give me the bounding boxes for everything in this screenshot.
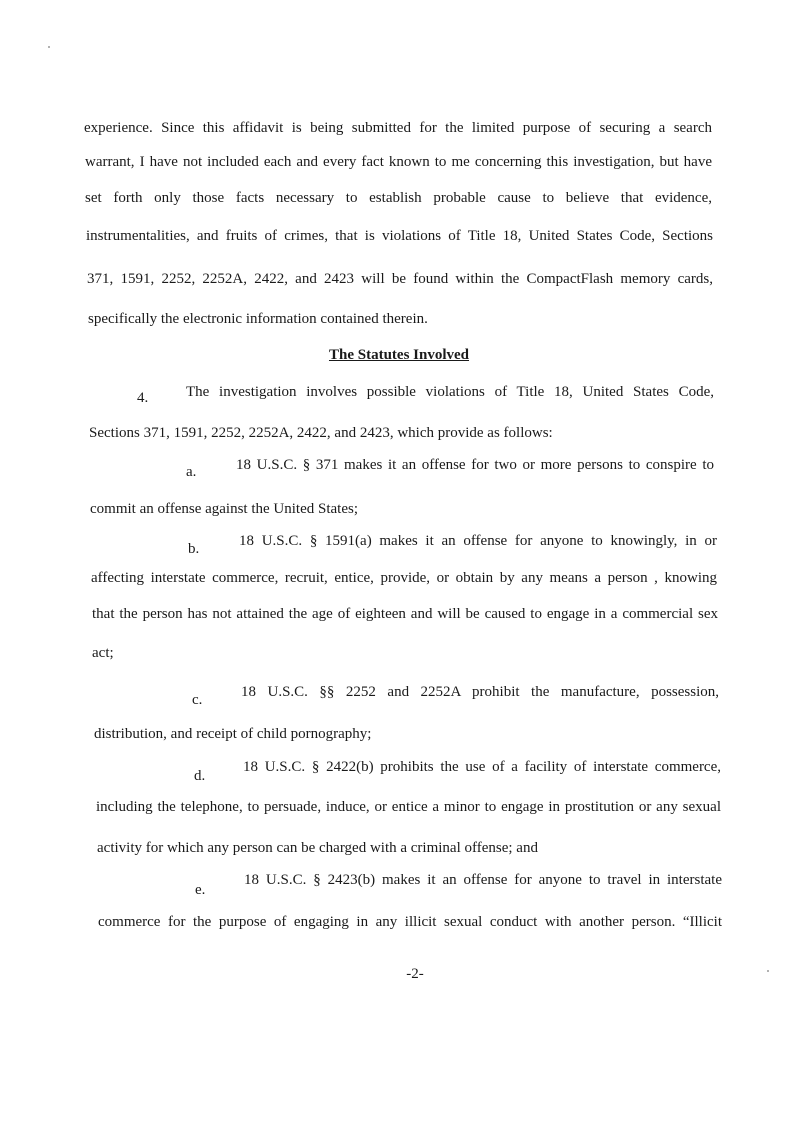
item-letter: a. — [186, 464, 197, 480]
intro-line: instrumentalities, and fruits of crimes, that is violations of Title 18, United States Code, Sections — [86, 228, 713, 244]
item-line: 18 U.S.C. § 371 makes it an offense for two or more persons to conspire to — [236, 457, 714, 473]
item-line: that the person has not attained the age of eighteen and will be caused to engage in a commercial sex — [92, 606, 718, 622]
paragraph-number: 4. — [137, 390, 149, 406]
item-line: activity for which any person can be charged with a criminal offense; and — [97, 840, 538, 856]
item-line: including the telephone, to persuade, induce, or entice a minor to engage in prostitution or any sexual — [96, 799, 721, 815]
item-letter: b. — [188, 541, 200, 557]
item-line: 18 U.S.C. § 1591(a) makes it an offense for anyone to knowingly, in or — [239, 533, 717, 549]
item-line: distribution, and receipt of child pornography; — [94, 726, 372, 742]
item-letter: e. — [195, 882, 206, 898]
item-letter: c. — [192, 692, 203, 708]
item-line: commit an offense against the United States; — [90, 501, 358, 517]
paragraph-line: Sections 371, 1591, 2252, 2252A, 2422, and 2423, which provide as follows: — [89, 425, 553, 441]
intro-line: warrant, I have not included each and every fact known to me concerning this investigation, but have — [85, 154, 712, 170]
item-line: affecting interstate commerce, recruit, entice, provide, or obtain by any means a person , knowing — [91, 570, 717, 586]
scan-speck — [48, 46, 50, 48]
section-heading: The Statutes Involved — [328, 347, 470, 363]
paragraph-line: The investigation involves possible violations of Title 18, United States Code, — [186, 384, 714, 400]
item-letter: d. — [194, 768, 206, 784]
item-line: 18 U.S.C. § 2422(b) prohibits the use of a facility of interstate commerce, — [243, 759, 721, 775]
item-line: 18 U.S.C. § 2423(b) makes it an offense for anyone to travel in interstate — [244, 872, 722, 888]
item-line: act; — [92, 645, 114, 661]
intro-line: specifically the electronic information contained therein. — [88, 311, 428, 327]
item-line: 18 U.S.C. §§ 2252 and 2252A prohibit the manufacture, possession, — [241, 684, 719, 700]
intro-line: 371, 1591, 2252, 2252A, 2422, and 2423 will be found within the CompactFlash memory cards, — [87, 271, 713, 287]
page-number: -2- — [406, 966, 424, 982]
intro-line: experience. Since this affidavit is being submitted for the limited purpose of securing a search — [84, 120, 712, 136]
item-line: commerce for the purpose of engaging in any illicit sexual conduct with another person. “Illicit — [98, 914, 722, 930]
intro-line: set forth only those facts necessary to establish probable cause to believe that evidence, — [85, 190, 712, 206]
